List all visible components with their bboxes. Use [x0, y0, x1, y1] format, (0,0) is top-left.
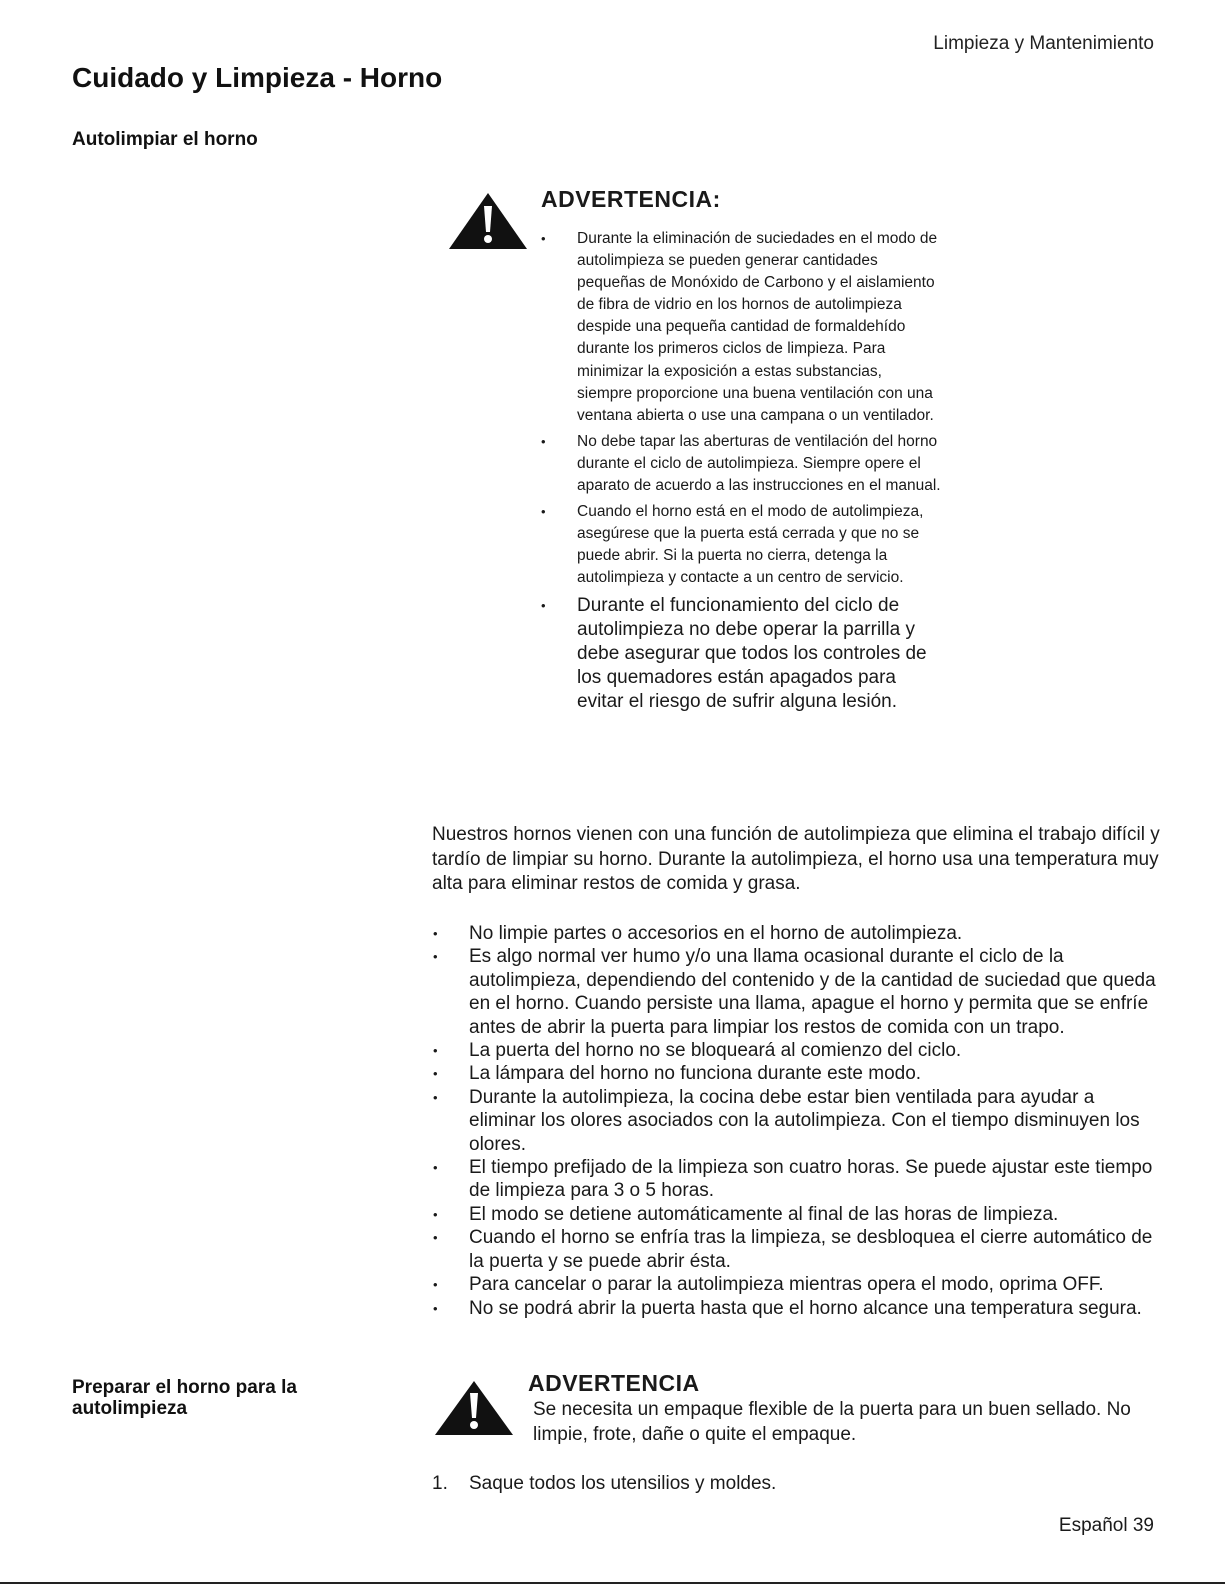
warning-text: Se necesita un empaque flexible de la puerta para un buen sellado. No limpie, frote, dañe o quite el empaque.	[533, 1399, 1131, 1445]
list-item: • La puerta del horno no se bloqueará al comienzo del ciclo.	[432, 1039, 1162, 1062]
warning-item: • Durante la eliminación de suciedades en el modo de autolimpieza se pueden generar cantidades pequeñas de Monóxido de Carbono y el aislamiento de fibra de vidrio en los hornos de autolimpieza despide una pequeña cantidad de formaldehído durante los primeros ciclos de limpieza. Para minimizar la exposición a estas substancias, siempre proporcione una buena ventilación con una ventana abierta o use una campana o un ventilador.	[541, 228, 941, 427]
running-header: Limpieza y Mantenimiento	[933, 33, 1154, 54]
list-item: • No se podrá abrir la puerta hasta que el horno alcance una temperatura segura.	[432, 1297, 1162, 1320]
bottom-rule	[0, 1582, 1225, 1584]
list-item: • Es algo normal ver humo y/o una llama ocasional durante el ciclo de la autolimpieza, dependiendo del contenido y de la cantidad de suciedad que queda en el horno. Cuando persiste una llama, apague el horno y permita que se enfríe antes de abrir la puerta para limpiar los restos de comida con un trapo.	[432, 945, 1162, 1039]
step-text: Saque todos los utensilios y moldes.	[469, 1473, 777, 1494]
section-heading-autolimpiar: Autolimpiar el horno	[72, 129, 258, 150]
warning-triangle-icon	[448, 192, 528, 250]
warning-item: • Durante el funcionamiento del ciclo de autolimpieza no debe operar la parrilla y debe asegurar que todos los controles de los quemadores están apagados para evitar el riesgo de sufrir alguna lesión.	[541, 594, 941, 715]
self-clean-notes-list	[432, 922, 1162, 1320]
warning-item: • Cuando el horno está en el modo de autolimpieza, asegúrese que la puerta está cerrada y que no se puede abrir. Si la puerta no cierra, detenga la autolimpieza y contacte a un centro de servicio.	[541, 501, 941, 589]
step-number: 1.	[432, 1473, 448, 1494]
list-item: • Cuando el horno se enfría tras la limpieza, se desbloquea el cierre automático de la puerta y se puede abrir ésta.	[432, 1226, 1162, 1273]
section-heading-preparar: Preparar el horno para la autolimpieza	[72, 1377, 297, 1419]
list-item: • La lámpara del horno no funciona durante este modo.	[432, 1062, 1162, 1085]
warning-triangle-icon	[434, 1380, 514, 1436]
intro-paragraph: Nuestros hornos vienen con una función de autolimpieza que elimina el trabajo difícil y tardío de limpiar su horno. Durante la autolimpieza, el horno usa una temperatura muy alta para eliminar restos de comida y grasa.	[432, 824, 1160, 894]
list-item: • El tiempo prefijado de la limpieza son cuatro horas. Se puede ajustar este tiempo de limpieza para 3 o 5 horas.	[432, 1156, 1162, 1203]
list-item: • El modo se detiene automáticamente al final de las horas de limpieza.	[432, 1203, 1162, 1226]
steps-list	[432, 1472, 776, 1496]
warning-title: ADVERTENCIA:	[541, 186, 721, 212]
list-item: • Para cancelar o parar la autolimpieza mientras opera el modo, oprima OFF.	[432, 1273, 1162, 1296]
warning-title: ADVERTENCIA	[528, 1370, 700, 1396]
warning-list	[541, 228, 941, 719]
page-number: Español 39	[1058, 1515, 1154, 1536]
page-title: Cuidado y Limpieza - Horno	[72, 62, 443, 93]
step-item	[432, 1472, 776, 1496]
warning-item: • No debe tapar las aberturas de ventilación del horno durante el ciclo de autolimpieza. Siempre opere el aparato de acuerdo a las instrucciones en el manual.	[541, 431, 941, 497]
list-item: • No limpie partes o accesorios en el horno de autolimpieza.	[432, 922, 1162, 945]
list-item: • Durante la autolimpieza, la cocina debe estar bien ventilada para ayudar a eliminar los olores asociados con la autolimpieza. Con el tiempo disminuyen los olores.	[432, 1086, 1162, 1156]
